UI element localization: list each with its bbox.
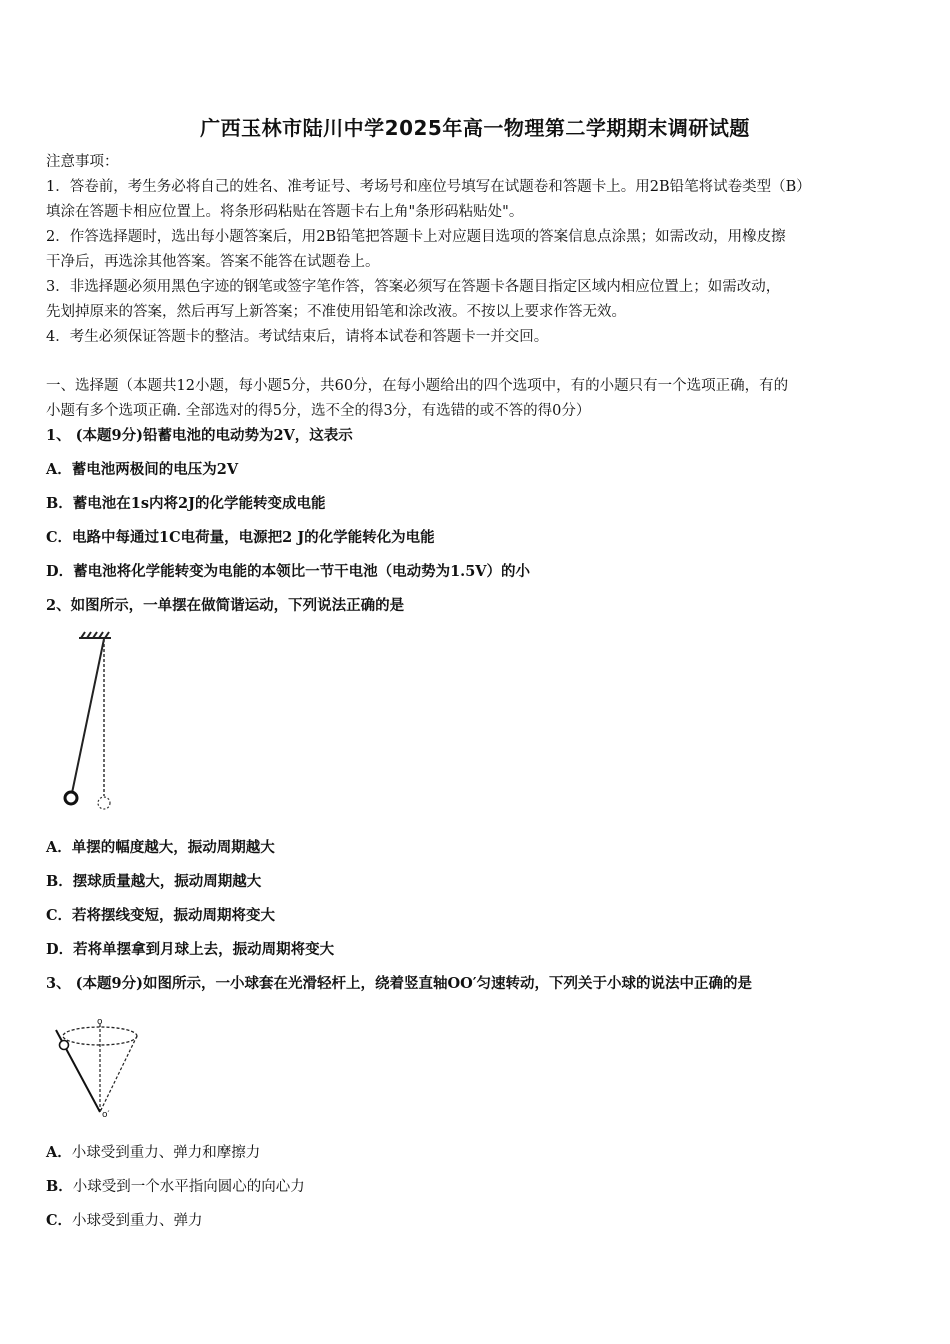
ball [60, 1041, 69, 1050]
notice-line: 先划掉原来的答案，然后再写上新答案；不准使用铅笔和涂改液。不按以上要求作答无效。 [46, 304, 626, 320]
option-b [46, 1177, 305, 1197]
option-label: D． [46, 941, 74, 958]
notice-line: 2．作答选择题时，选出每小题答案后，用2B铅笔把答题卡上对应题目选项的答案信息点涂黑；如需改动，用橡皮擦 [46, 229, 786, 245]
option-d [46, 940, 334, 960]
axis-label-top: o [97, 1017, 103, 1027]
option-text: 若将单摆拿到月球上去，振动周期将变大 [73, 941, 335, 958]
pendulum-diagram [55, 630, 125, 816]
option-text: 摆球质量越大，振动周期越大 [72, 873, 262, 890]
option-label: B． [46, 1178, 73, 1195]
question-stem: 2、如图所示，一单摆在做简谐运动，下列说法正确的是 [46, 597, 405, 614]
option-label: A． [46, 839, 72, 856]
option-text: 蓄电池将化学能转变为电能的本领比一节干电池（电动势为1.5V）的小 [73, 563, 531, 580]
option-c [46, 1211, 203, 1231]
option-label: A． [46, 1144, 72, 1161]
option-b [46, 872, 261, 892]
option-label: D． [46, 563, 74, 580]
option-text: 单摆的幅度越大，振动周期越大 [71, 839, 275, 856]
notice-line: 4．考生必须保证答题卡的整洁。考试结束后，请将本试卷和答题卡一并交回。 [46, 329, 549, 345]
pendulum-bob [65, 792, 77, 804]
option-text: 小球受到一个水平指向圆心的向心力 [72, 1179, 305, 1195]
option-d [46, 562, 530, 582]
option-text: 小球受到重力、弹力和摩擦力 [71, 1145, 261, 1161]
option-c [46, 906, 275, 926]
axis-label-bottom: o′ [102, 1110, 110, 1120]
cone-edge [100, 1036, 137, 1112]
option-label: A． [46, 461, 72, 478]
option-label: B． [46, 873, 73, 890]
notice-heading: 注意事项： [46, 154, 119, 170]
notice-line: 3．非选择题必须用黑色字迹的钢笔或签字笔作答，答案必须写在答题卡各题目指定区域内相应位置上；如需改动， [46, 279, 781, 295]
option-a [46, 460, 238, 480]
option-text: 电路中每通过1C电荷量，电源把2 J的化学能转化为电能 [72, 529, 435, 546]
section-heading: 一、选择题（本题共12小题，每小题5分，共60分，在每小题给出的四个选项中，有的小题只有一个选项正确，有的 [46, 378, 789, 394]
option-text: 蓄电池两极间的电压为2V [71, 461, 239, 478]
option-label: C． [46, 529, 73, 546]
section-heading: 小题有多个选项正确. 全部选对的得5分，选不全的得3分，有选错的或不答的得0分） [46, 403, 591, 419]
option-text: 蓄电池在1s内将2J的化学能转变成电能 [72, 495, 326, 512]
option-label: C． [46, 1212, 73, 1229]
page-title: 广西玉林市陆川中学2025年高一物理第二学期期末调研试题 [200, 116, 750, 140]
notice-line: 填涂在答题卡相应位置上。将条形码粘贴在答题卡右上角"条形码粘贴处"。 [46, 204, 524, 220]
cone-rotation-diagram [52, 1014, 144, 1120]
notice-line: 干净后，再选涂其他答案。答案不能答在试题卷上。 [46, 254, 380, 270]
notice-line: 1．答卷前，考生务必将自己的姓名、准考证号、考场号和座位号填写在试题卷和答题卡上。用2B铅笔将试卷类型（B） [46, 179, 811, 195]
option-label: B． [46, 495, 73, 512]
option-text: 若将摆线变短，振动周期将变大 [72, 907, 276, 924]
option-a [46, 838, 275, 858]
equilibrium-bob [98, 797, 110, 809]
option-a [46, 1143, 260, 1163]
option-label: C． [46, 907, 73, 924]
option-c [46, 528, 435, 548]
question-stem: 1、 (本题9分)铅蓄电池的电动势为2V，这表示 [46, 427, 353, 444]
option-b [46, 494, 325, 514]
question-stem: 3、 (本题9分)如图所示，一小球套在光滑轻杆上，绕着竖直轴OO′匀速转动，下列关于小球的说法中正确的是 [46, 975, 753, 992]
option-text: 小球受到重力、弹力 [72, 1213, 203, 1229]
pendulum-string [72, 639, 104, 793]
